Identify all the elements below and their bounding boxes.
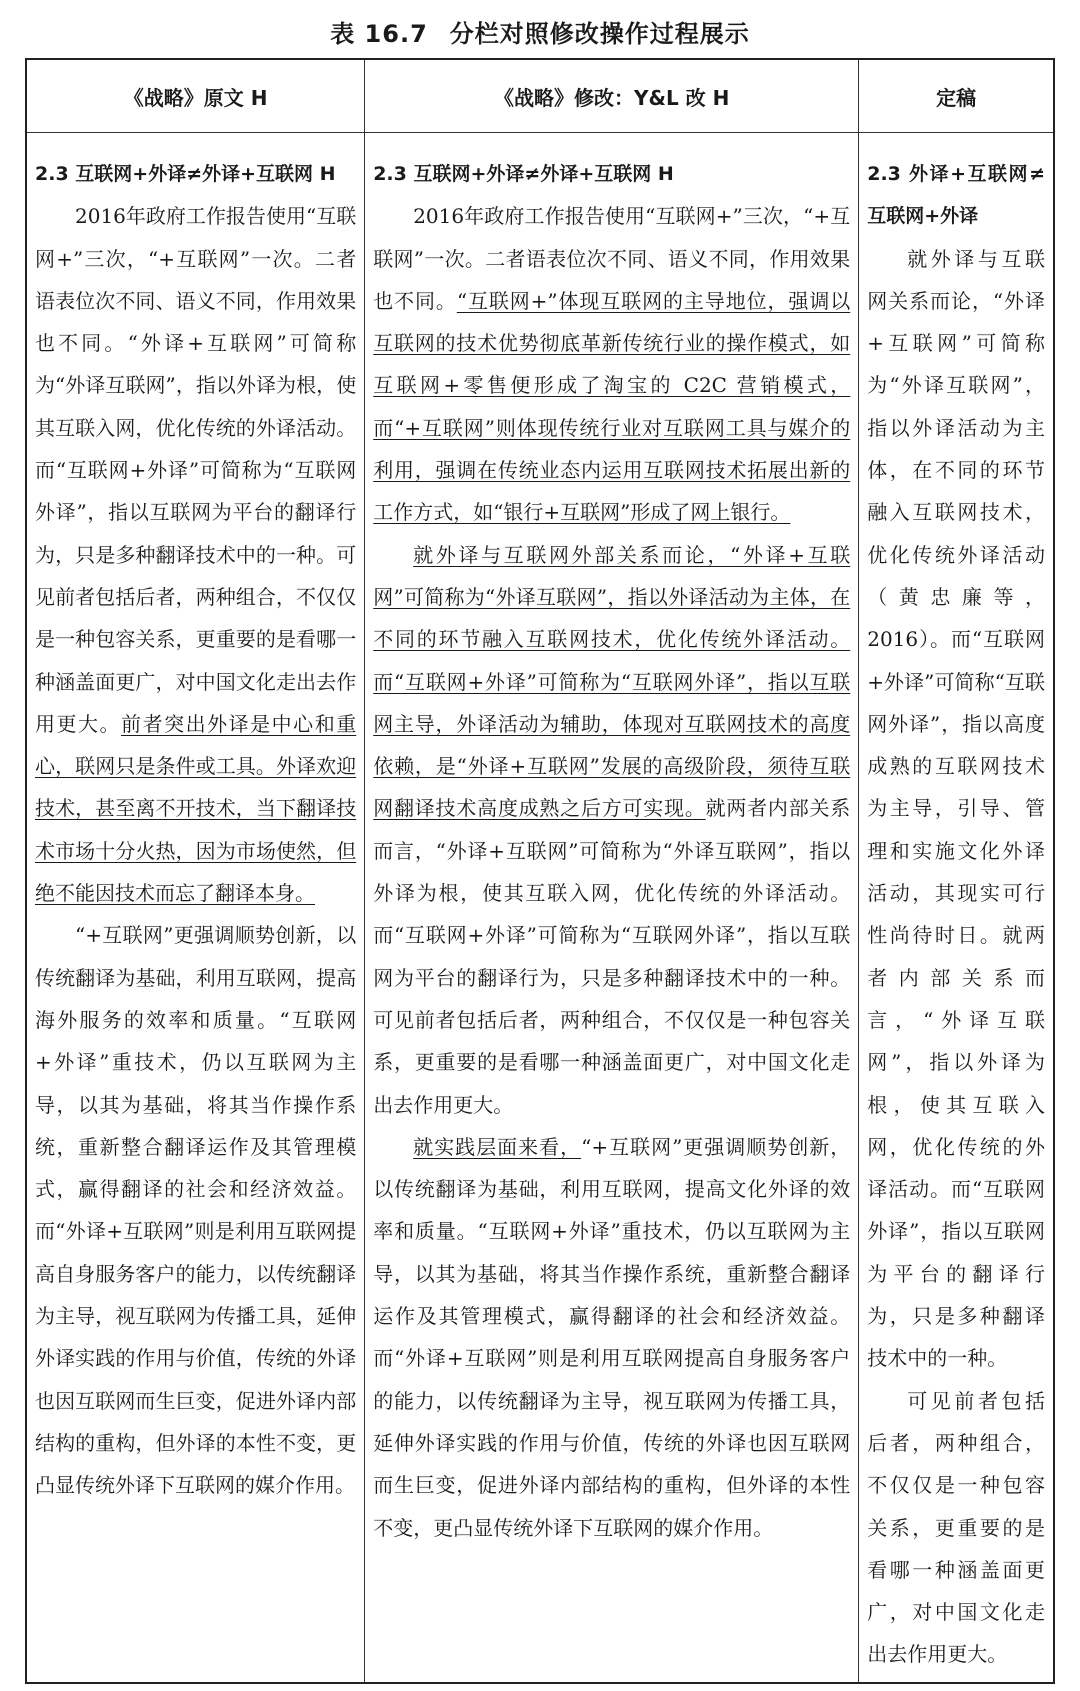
revision-paragraph-2 xyxy=(373,534,850,1126)
revision-p1-underlined: “互联网+”体现互联网的主导地位，强调以互联网的技术优势彻底革新传统行业的操作模式，如互联网+零售便形成了淘宝的 C2C 营销模式，而“+互联网”则体现传统行业对互联网工具与媒介的利用，强调在传统业态内运用互联网技术拓展出新的工作方式，如“银行+互联网”形成了网上银行。 xyxy=(373,288,851,525)
table-caption xyxy=(0,14,1080,49)
revision-p2-underlined: 就外译与互联网外部关系而论，“外译+互联网”可简称为“外译互联网”，指以外译活动为主体，在不同的环节融入互联网技术，优化传统外译活动。而“互联网+外译”可简称为“互联网外译”，指以互联网主导，外译活动为辅助，体现对互联网技术的高度依赖，是“外译+互联网”发展的高级阶段，须待互联网翻译技术高度成熟之后方可实现。 xyxy=(373,542,851,821)
revision-p1-text: 2016年政府工作报告使用“互联网+”三次，“+互联网”一次。二者语表位次不同、语义不同，作用效果也不同。 xyxy=(373,204,851,313)
revision-p3-underlined: 就实践层面来看， xyxy=(413,1134,582,1159)
original-section-heading: 2.3 互联网+外译≠外译+互联网 H xyxy=(35,163,336,185)
content-row xyxy=(26,133,1054,1683)
final-paragraph-1: 就外译与互联网关系而论，“外译+互联网”可简称为“外译互联网”，指以外译活动为主体，在不同的环节融入互联网技术，优化传统外译活动（黄忠廉等，2016）。而“互联网+外译”可简称“互联网外译”，指以高度成熟的互联网技术为主导，引导、管理和实施文化外译活动，其现实可行性尚待时日。就两者内部关系而言，“外译互联网”，指以外译为根，使其互联入网，优化传统的外译活动。而“互联网外译”，指以互联网为平台的翻译行为，只是多种翻译技术中的一种。 xyxy=(867,246,1045,1371)
revision-paragraph-1 xyxy=(373,195,850,533)
final-text-cell xyxy=(859,133,1054,1683)
original-p1-text: 2016年政府工作报告使用“互联网+”三次，“+互联网”一次。二者语表位次不同、语义不同，作用效果也不同。“外译+互联网”可简称为“外译互联网”，指以外译为根，使其互联入网，优化传统的外译活动。而“互联网+外译”可简称为“互联网外译”，指以互联网为平台的翻译行为，只是多种翻译技术中的一种。可见前者包括后者，两种组合，不仅仅是一种包容关系，更重要的是看哪一种涵盖面更广，对中国文化走出去作用更大。 xyxy=(35,204,357,736)
original-p1-underlined: 前者突出外译是中心和重心，联网只是条件或工具。外译欢迎技术，甚至离不开技术，当下翻译技术市场十分火热，因为市场使然，但绝不能因技术而忘了翻译本身。 xyxy=(35,711,357,906)
original-paragraph-1 xyxy=(35,195,356,914)
revision-text-cell xyxy=(365,133,859,1683)
revision-section-heading: 2.3 互联网+外译≠外译+互联网 H xyxy=(373,163,674,185)
revision-p2-text: 就两者内部关系而言，“外译+互联网”可简称为“外译互联网”，指以外译为根，使其互联入网，优化传统的外译活动。而“互联网+外译”可简称为“互联网外译”，指以互联网为平台的翻译行为，只是多种翻译技术中的一种。可见前者包括后者，两种组合，不仅仅是一种包容关系，更重要的是看哪一种涵盖面更广，对中国文化走出去作用更大。 xyxy=(373,796,851,1117)
header-row xyxy=(26,59,1054,133)
original-text-cell xyxy=(26,133,365,1683)
table-title: 分栏对照修改操作过程展示 xyxy=(449,20,750,48)
final-section-heading: 2.3 外译+互联网≠互联网+外译 xyxy=(867,163,1045,228)
column-header-revision: 《战略》修改：Y&L 改 H xyxy=(365,59,859,133)
revision-p3-text: “+互联网”更强调顺势创新，以传统翻译为基础，利用互联网，提高文化外译的效率和质量。“互联网+外译”重技术，仍以互联网为主导，以其为基础，将其当作操作系统，重新整合翻译运作及其管理模式，赢得翻译的社会和经济效益。而“外译+互联网”则是利用互联网提高自身服务客户的能力，以传统翻译为主导，视互联网为传播工具，延伸外译实践的作用与价值，传统的外译也因互联网而生巨变，促进外译内部结构的重构，但外译的本性不变，更凸显传统外译下互联网的媒介作用。 xyxy=(373,1134,851,1540)
column-header-final: 定稿 xyxy=(859,59,1054,133)
original-paragraph-2: “+互联网”更强调顺势创新，以传统翻译为基础，利用互联网，提高海外服务的效率和质量。“互联网+外译”重技术，仍以互联网为主导，以其为基础，将其当作操作系统，重新整合翻译运作及其管理模式，赢得翻译的社会和经济效益。而“外译+互联网”则是利用互联网提高自身服务客户的能力，以传统翻译为主导，视互联网为传播工具，延伸外译实践的作用与价值，传统的外译也因互联网而生巨变，促进外译内部结构的重构，但外译的本性不变，更凸显传统外译下互联网的媒介作用。 xyxy=(35,923,357,1498)
revision-paragraph-3 xyxy=(373,1126,850,1549)
table-number: 表 16.7 xyxy=(330,20,428,48)
comparison-table xyxy=(25,58,1055,1684)
column-header-original: 《战略》原文 H xyxy=(26,59,365,133)
final-paragraph-2: 可见前者包括后者，两种组合，不仅仅是一种包容关系，更重要的是看哪一种涵盖面更广，对中国文化走出去作用更大。 xyxy=(867,1388,1045,1667)
